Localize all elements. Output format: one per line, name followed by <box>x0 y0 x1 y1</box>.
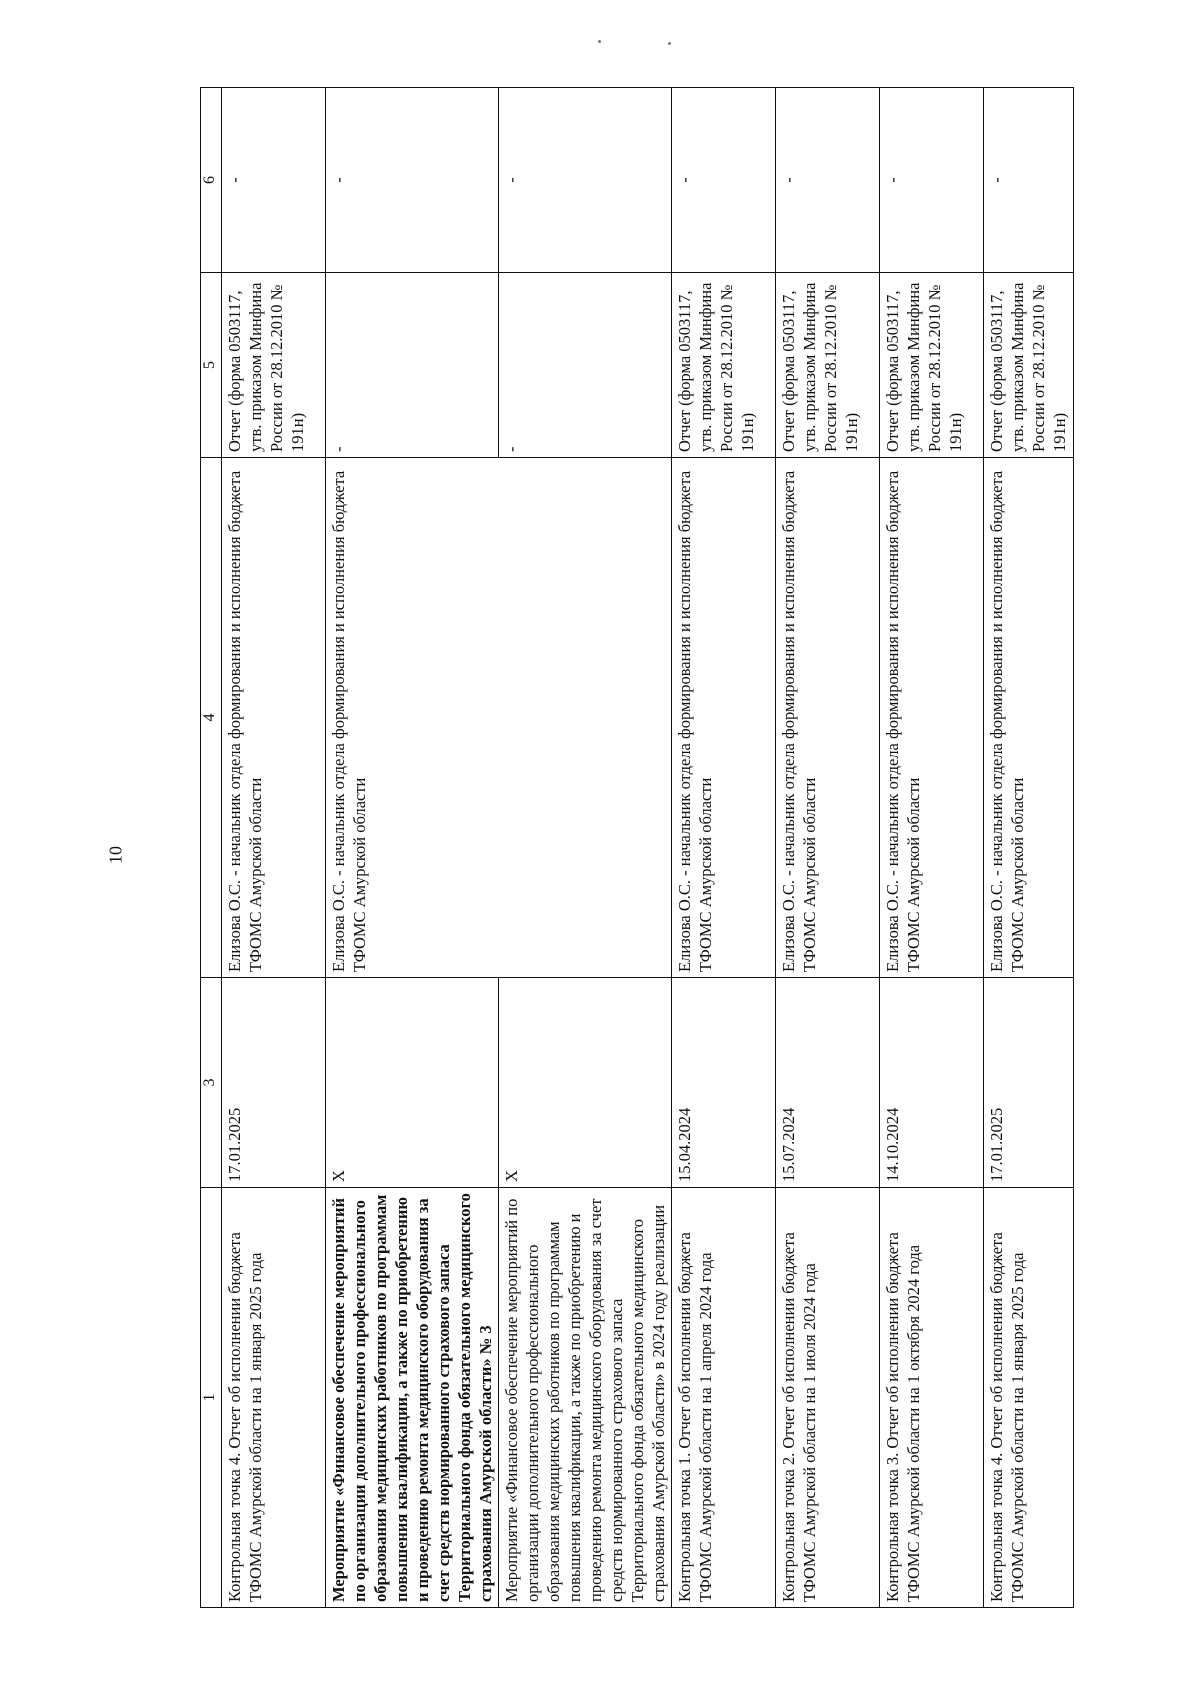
event-cell: Контрольная точка 4. Отчет об исполнении бюджета ТФОМС Амурской области на 1 января 2025 года <box>984 1188 1074 1608</box>
table-row <box>222 88 326 1608</box>
note-cell: - <box>672 88 776 273</box>
note-cell: - <box>499 88 672 273</box>
note-cell: - <box>326 88 499 273</box>
date-cell: 17.01.2025 <box>984 978 1074 1188</box>
date-cell: 15.07.2024 <box>776 978 880 1188</box>
event-cell: Контрольная точка 3. Отчет об исполнении бюджета ТФОМС Амурской области на 1 октября 2024 года <box>880 1188 984 1608</box>
header-col-1: 1 <box>201 1188 222 1608</box>
column-number-row <box>201 88 222 1608</box>
table-row <box>776 88 880 1608</box>
document-cell: Отчет (форма 0503117, утв. приказом Минфина России от 28.12.2010 № 191н) <box>984 273 1074 458</box>
responsible-cell: Елизова О.С. - начальник отдела формирования и исполнения бюджета ТФОМС Амурской области <box>984 458 1074 978</box>
document-cell: - <box>326 273 499 458</box>
table-row <box>984 88 1074 1608</box>
date-cell: 14.10.2024 <box>880 978 984 1188</box>
page-number-text: 10 <box>105 846 126 864</box>
event-cell: Мероприятие «Финансовое обеспечение мероприятий по организации дополнительного профессионального образования медицинских работников по программам повышения квалификации, а также по приобретению и проведению ремонта медицинского оборудования за счет средств нормированного страхового запаса Территориального фонда обязательного медицинского страхования Амурской области» № 3 <box>326 1188 499 1608</box>
table-row <box>326 88 499 1608</box>
document-cell: Отчет (форма 0503117, утв. приказом Минфина России от 28.12.2010 № 191н) <box>672 273 776 458</box>
note-cell: - <box>222 88 326 273</box>
date-cell: 15.04.2024 <box>672 978 776 1188</box>
rotated-table-container <box>200 88 1074 1608</box>
scan-speck <box>598 40 601 43</box>
table-row <box>880 88 984 1608</box>
header-col-3: 3 <box>201 978 222 1188</box>
event-cell: Мероприятие «Финансовое обеспечение мероприятий по организации дополнительного профессионального образования медицинских работников по программам повышения квалификации, а также по приобретению и проведению ремонта медицинского оборудования за счет средств нормированного страхового запаса Территориального фонда обязательного медицинского страхования Амурской области» в 2024 году реализации <box>499 1188 672 1608</box>
document-cell: Отчет (форма 0503117, утв. приказом Минфина России от 28.12.2010 № 191н) <box>776 273 880 458</box>
event-cell: Контрольная точка 1. Отчет об исполнении бюджета ТФОМС Амурской области на 1 апреля 2024 года <box>672 1188 776 1608</box>
header-col-4: 4 <box>201 458 222 978</box>
note-cell: - <box>880 88 984 273</box>
responsible-cell: Елизова О.С. - начальник отдела формирования и исполнения бюджета ТФОМС Амурской области <box>880 458 984 978</box>
responsible-cell: Елизова О.С. - начальник отдела формирования и исполнения бюджета ТФОМС Амурской области <box>326 458 672 978</box>
date-cell: Х <box>326 978 499 1188</box>
responsible-cell: Елизова О.С. - начальник отдела формирования и исполнения бюджета ТФОМС Амурской области <box>222 458 326 978</box>
note-cell: - <box>984 88 1074 273</box>
document-cell: - <box>499 273 672 458</box>
document-cell: Отчет (форма 0503117, утв. приказом Минфина России от 28.12.2010 № 191н) <box>880 273 984 458</box>
date-cell: 17.01.2025 <box>222 978 326 1188</box>
event-cell: Контрольная точка 4. Отчет об исполнении бюджета ТФОМС Амурской области на 1 января 2025 года <box>222 1188 326 1608</box>
document-cell: Отчет (форма 0503117, утв. приказом Минфина России от 28.12.2010 № 191н) <box>222 273 326 458</box>
event-cell: Контрольная точка 2. Отчет об исполнении бюджета ТФОМС Амурской области на 1 июля 2024 года <box>776 1188 880 1608</box>
header-col-5: 5 <box>201 273 222 458</box>
table-body <box>222 88 1074 1608</box>
plan-table <box>200 87 1074 1608</box>
table-row <box>672 88 776 1608</box>
note-cell: - <box>776 88 880 273</box>
responsible-cell: Елизова О.С. - начальник отдела формирования и исполнения бюджета ТФОМС Амурской области <box>672 458 776 978</box>
date-cell: Х <box>499 978 672 1188</box>
scan-speck <box>668 42 671 45</box>
responsible-cell: Елизова О.С. - начальник отдела формирования и исполнения бюджета ТФОМС Амурской области <box>776 458 880 978</box>
header-col-6: 6 <box>201 88 222 273</box>
page-number <box>104 835 128 875</box>
